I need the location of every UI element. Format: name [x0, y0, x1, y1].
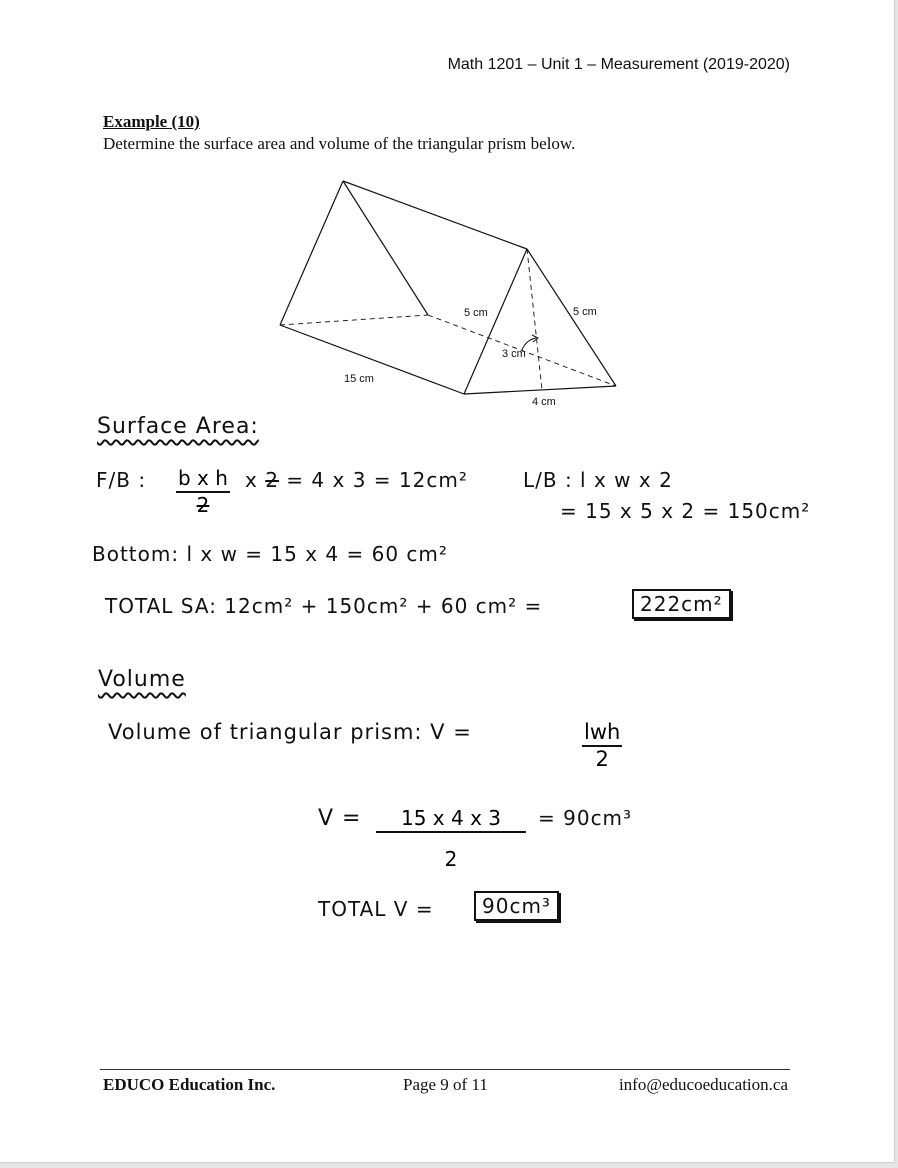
- prism-edge-top: [343, 181, 527, 249]
- prism-edge-front-left: [464, 249, 527, 394]
- triangular-prism-figure: [270, 170, 630, 410]
- footer-email: info@educoeducation.ca: [618, 1075, 788, 1094]
- label-slant-right: 5 cm: [573, 306, 597, 318]
- lateral-formula: L/B : l x w x 2: [523, 468, 673, 492]
- front-back-calculation: [245, 468, 468, 492]
- label-base: 4 cm: [532, 396, 556, 408]
- total-volume-answer: 90cm³: [474, 891, 559, 921]
- volume-calc-label: V =: [318, 806, 362, 831]
- front-back-times: x: [245, 468, 258, 492]
- prism-edge-front-base: [464, 386, 616, 394]
- footer-divider: [100, 1069, 790, 1070]
- label-slant-left: 5 cm: [464, 307, 488, 319]
- surface-area-title: Surface Area:: [97, 414, 259, 439]
- prism-height-line: [527, 249, 542, 390]
- volume-calc-numerator: 15 x 4 x 3: [376, 806, 526, 833]
- front-back-label: F/B :: [96, 468, 147, 492]
- example-heading: Example (10): [103, 112, 200, 131]
- front-back-denominator: 2: [196, 493, 210, 517]
- volume-title: Volume: [98, 667, 186, 692]
- bottom-area-line: Bottom: l x w = 15 x 4 = 60 cm²: [92, 542, 448, 566]
- volume-calc-result: = 90cm³: [538, 806, 633, 830]
- lateral-result: = 15 x 5 x 2 = 150cm²: [560, 499, 811, 523]
- volume-formula-denominator: 2: [595, 747, 609, 771]
- volume-formula-fraction: [582, 720, 622, 771]
- prism-edge-back-left: [280, 181, 343, 325]
- total-surface-area-answer: 222cm²: [632, 589, 731, 619]
- footer-page-number: Page 9 of 11: [403, 1075, 488, 1094]
- volume-formula-numerator: lwh: [582, 720, 622, 747]
- prism-edge-back-right: [343, 181, 428, 315]
- front-back-numerator: b x h: [176, 466, 230, 493]
- front-back-result: = 4 x 3 = 12cm²: [286, 468, 468, 492]
- prism-hidden-edge-back-base: [280, 315, 428, 325]
- example-prompt: Determine the surface area and volume of the triangular prism below.: [103, 134, 576, 153]
- prism-edge-front-right: [527, 249, 616, 386]
- front-back-cancelled-two: 2: [265, 468, 279, 492]
- front-back-fraction: [176, 466, 230, 517]
- page-header-title: Math 1201 – Unit 1 – Measurement (2019-2020): [447, 56, 790, 73]
- total-volume-label: TOTAL V =: [318, 897, 434, 921]
- label-length: 15 cm: [344, 373, 374, 385]
- volume-formula-text: Volume of triangular prism: V =: [108, 720, 472, 744]
- volume-calc-denominator: 2: [444, 847, 458, 871]
- label-height: 3 cm: [502, 348, 526, 360]
- volume-calc-fraction: [376, 806, 526, 871]
- total-surface-area-line: TOTAL SA: 12cm² + 150cm² + 60 cm² =: [105, 594, 543, 618]
- footer-company: EDUCO Education Inc.: [103, 1075, 276, 1094]
